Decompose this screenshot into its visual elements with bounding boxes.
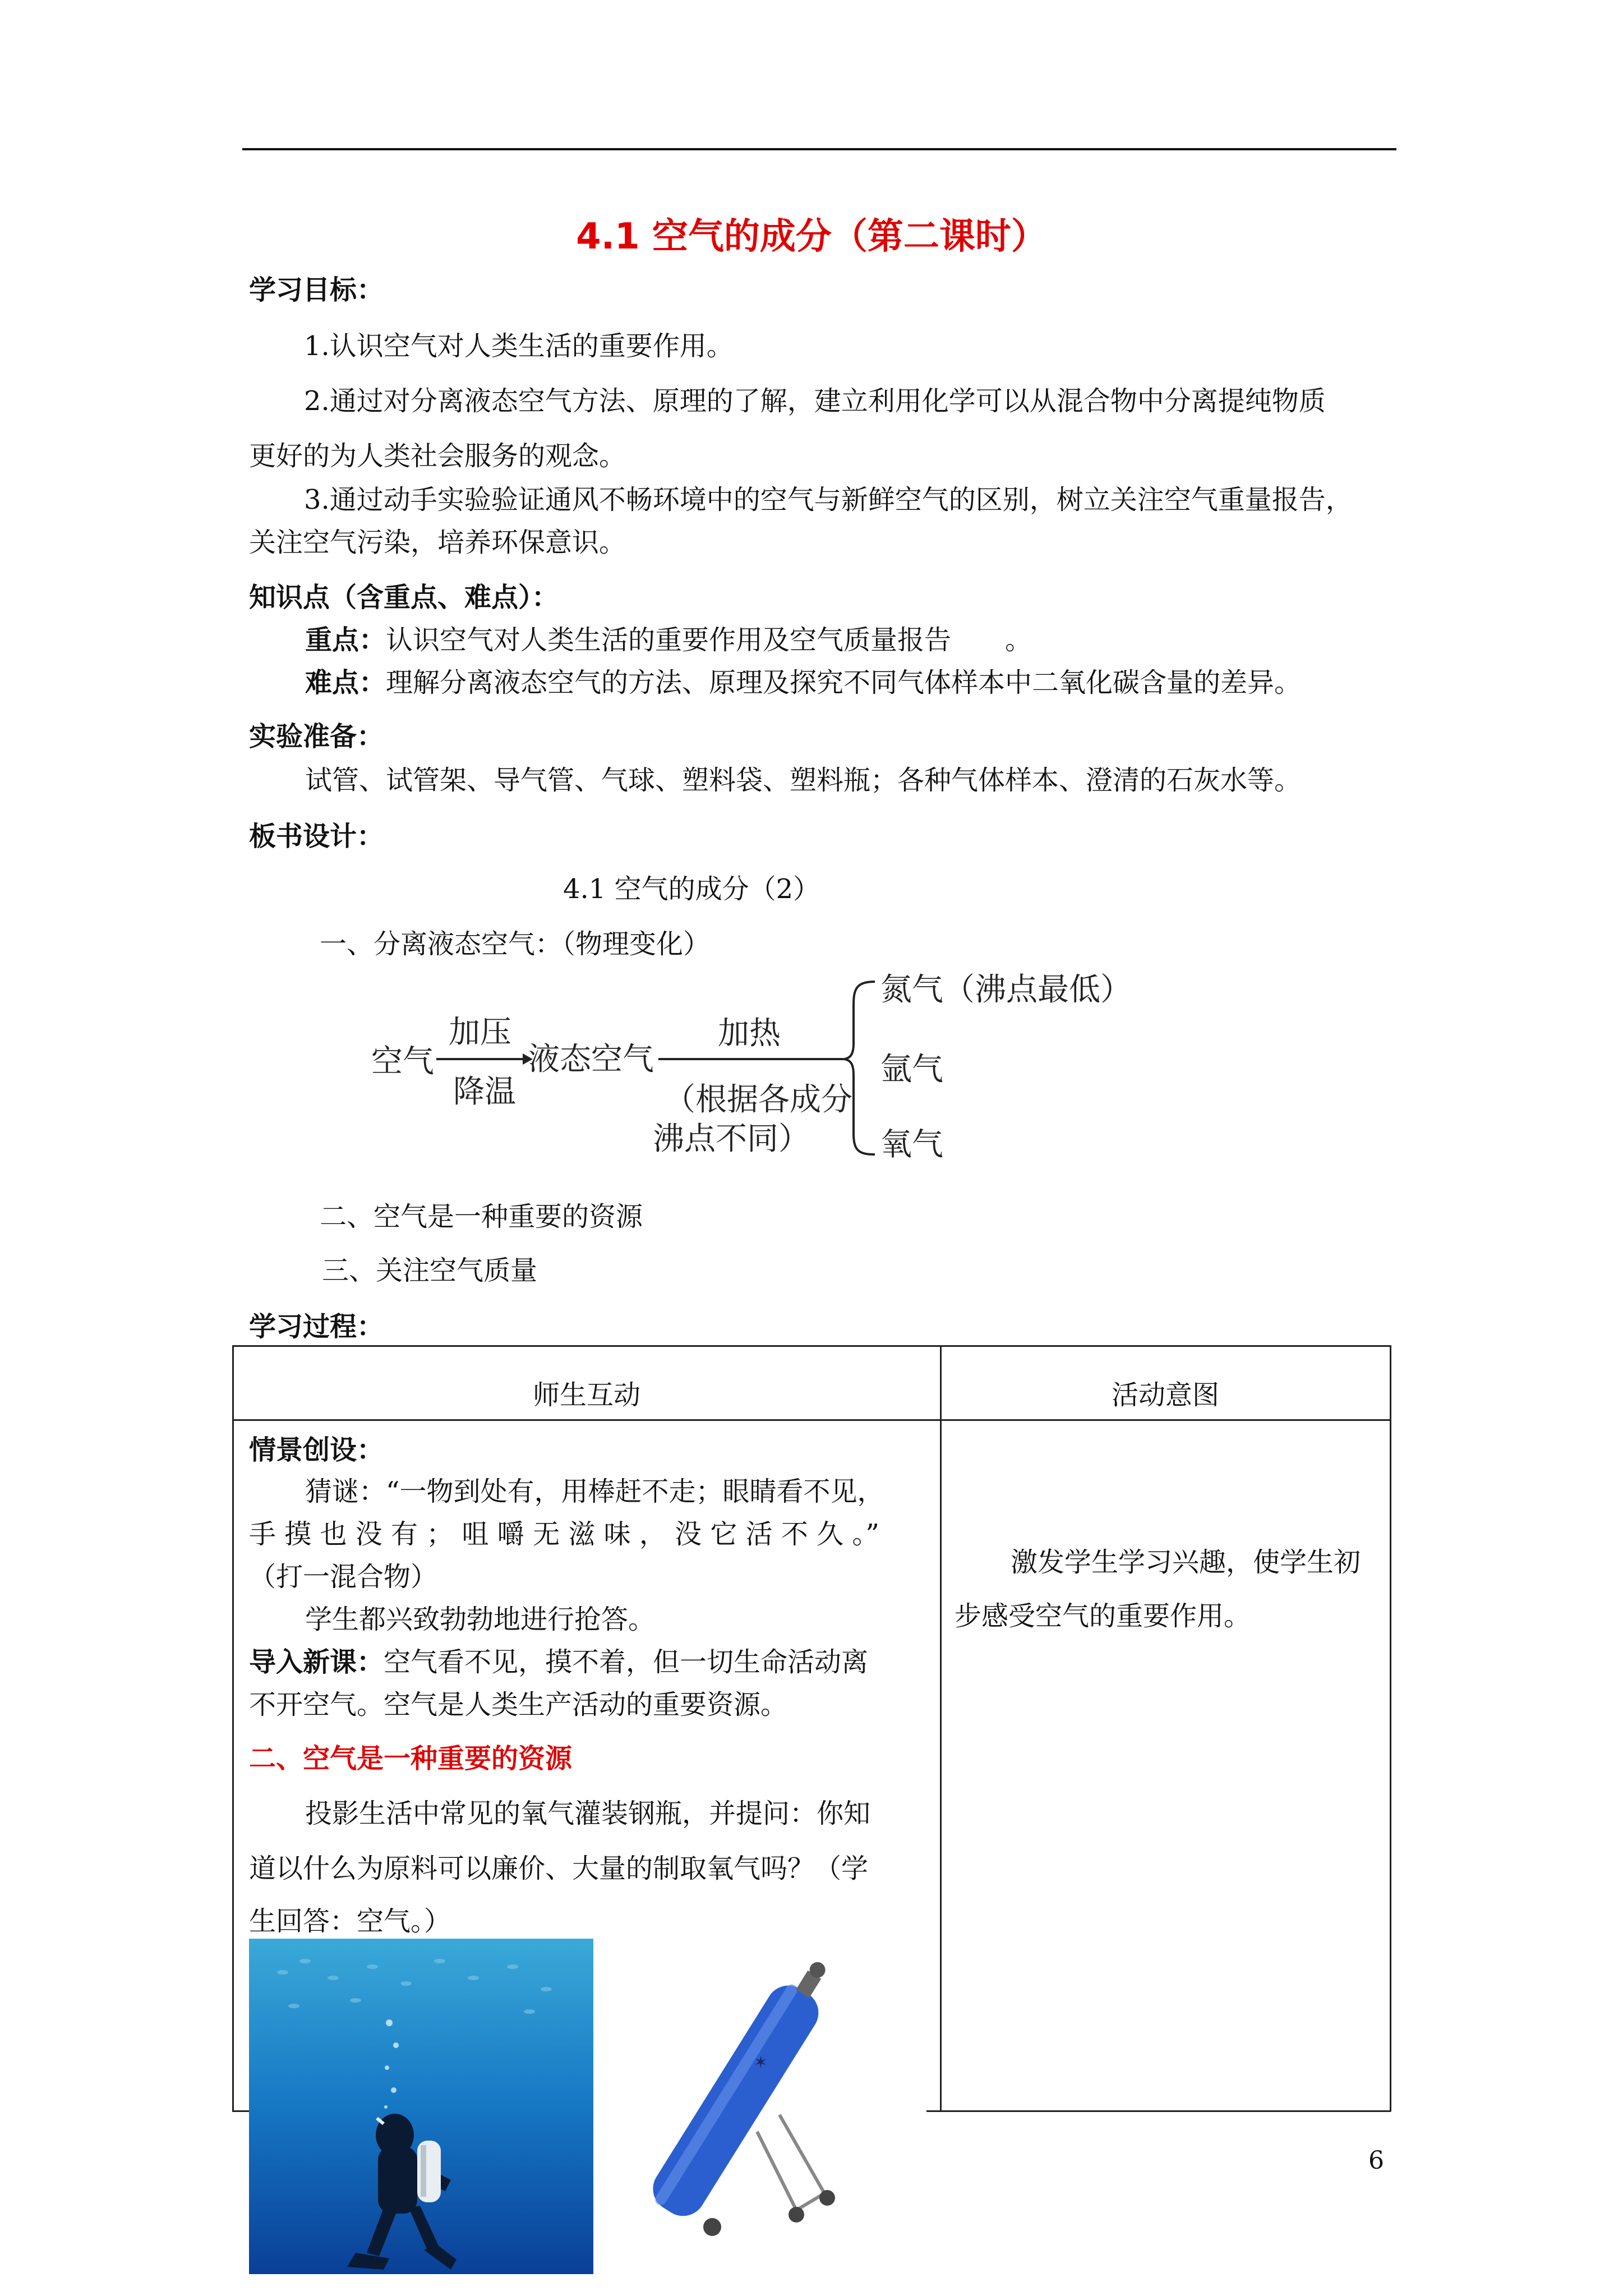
objective-2-line1: 2.通过对分离液态空气方法、原理的了解，建立利用化学可以从混合物中分离提纯物质 xyxy=(304,385,1326,417)
intro-label: 导入新课： xyxy=(249,1646,384,1678)
table-bottom-border-right xyxy=(926,2110,1391,2112)
key-point-text: 认识空气对人类生活的重要作用及空气质量报告 。 xyxy=(386,624,1032,656)
projection-line1: 投影生活中常见的氧气灌装钢瓶，并提问：你知 xyxy=(305,1798,871,1829)
objective-2-line2: 更好的为人类社会服务的观念。 xyxy=(249,440,626,472)
header-rule xyxy=(242,148,1396,150)
diagram-heat: 加热 xyxy=(718,1015,781,1052)
separation-diagram xyxy=(370,965,1155,1167)
table-middle-divider xyxy=(940,1345,942,2111)
diagram-air: 空气 xyxy=(371,1043,434,1080)
diagram-oxygen: 氧气 xyxy=(880,1126,943,1163)
students-text: 学生都兴致勃勃地进行抢答。 xyxy=(305,1604,656,1635)
diagram-basis-line1: （根据各成分 xyxy=(664,1082,852,1118)
intent-line2: 步感受空气的重要作用。 xyxy=(955,1600,1251,1632)
projection-line3: 生回答：空气。） xyxy=(249,1906,451,1937)
scene-label: 情景创设： xyxy=(249,1434,384,1466)
diagram-pressurize: 加压 xyxy=(449,1014,511,1051)
riddle-line1: 猜谜：“一物到处有，用棒赶不走；眼睛看不见， xyxy=(305,1476,884,1507)
difficult-point-label: 难点： xyxy=(305,667,386,698)
process-heading: 学习过程： xyxy=(249,1311,384,1342)
board-heading: 板书设计： xyxy=(249,821,384,852)
table-left-border xyxy=(232,1345,234,2111)
objectives-heading: 学习目标： xyxy=(249,274,384,306)
knowledge-heading: 知识点（含重点、难点）： xyxy=(249,582,559,613)
objective-1: 1.认识空气对人类生活的重要作用。 xyxy=(304,330,734,362)
svg-text:✶: ✶ xyxy=(749,2051,774,2074)
col-header-intent: 活动意图 xyxy=(1111,1379,1219,1411)
diagram-argon: 氩气 xyxy=(880,1051,943,1088)
riddle-line2: 手 摸 也 没 有 ； 咀 嚼 无 滋 味 ， 没 它 活 不 久 。” xyxy=(249,1519,879,1550)
projection-line2: 道以什么为原料可以廉价、大量的制取氧气吗？（学 xyxy=(249,1853,869,1884)
table-right-border xyxy=(1390,1345,1391,2111)
board-subtitle: 4.1 空气的成分（2） xyxy=(563,873,820,905)
objective-3-line1: 3.通过动手实验验证通风不畅环境中的空气与新鲜空气的区别，树立关注空气重量报告， xyxy=(304,484,1353,516)
section-title-resource: 二、空气是一种重要的资源 xyxy=(249,1743,573,1774)
intent-line1: 激发学生学习兴趣，使学生初 xyxy=(1011,1547,1361,1578)
table-header-divider xyxy=(232,1419,1391,1421)
difficult-point-text: 理解分离液态空气的方法、原理及探究不同气体样本中二氧化碳含量的差异。 xyxy=(386,667,1302,698)
page-title: 4.1 空气的成分（第二课时） xyxy=(576,216,1047,257)
objective-3-line2: 关注空气污染，培养环保意识。 xyxy=(249,527,626,558)
experiment-text: 试管、试管架、导气管、气球、塑料袋、塑料瓶；各种气体样本、澄清的石灰水等。 xyxy=(305,765,1302,796)
diagram-cool: 降温 xyxy=(453,1074,516,1110)
key-point-label: 重点： xyxy=(305,624,386,656)
intro-text-line1: 空气看不见，摸不着，但一切生命活动离 xyxy=(384,1646,869,1678)
oxygen-cylinder-image xyxy=(611,1947,925,2238)
board-section-1: 一、分离液态空气：（物理变化） xyxy=(320,928,711,960)
experiment-heading: 实验准备： xyxy=(249,721,384,752)
scuba-diver-image xyxy=(249,1939,593,2274)
diagram-basis-line2: 沸点不同） xyxy=(653,1121,810,1157)
riddle-line3: （打一混合物） xyxy=(249,1561,438,1593)
diagram-liquid-air: 液态空气 xyxy=(528,1041,654,1078)
table-top-border xyxy=(232,1345,1391,1347)
board-section-2: 二、空气是一种重要的资源 xyxy=(320,1201,643,1232)
col-header-interaction: 师生互动 xyxy=(532,1379,640,1411)
page-number: 6 xyxy=(1368,2146,1384,2175)
intro-text-line2: 不开空气。空气是人类生产活动的重要资源。 xyxy=(249,1689,788,1720)
diagram-nitrogen: 氮气（沸点最低） xyxy=(880,972,1132,1008)
board-section-3: 三、关注空气质量 xyxy=(322,1255,538,1286)
